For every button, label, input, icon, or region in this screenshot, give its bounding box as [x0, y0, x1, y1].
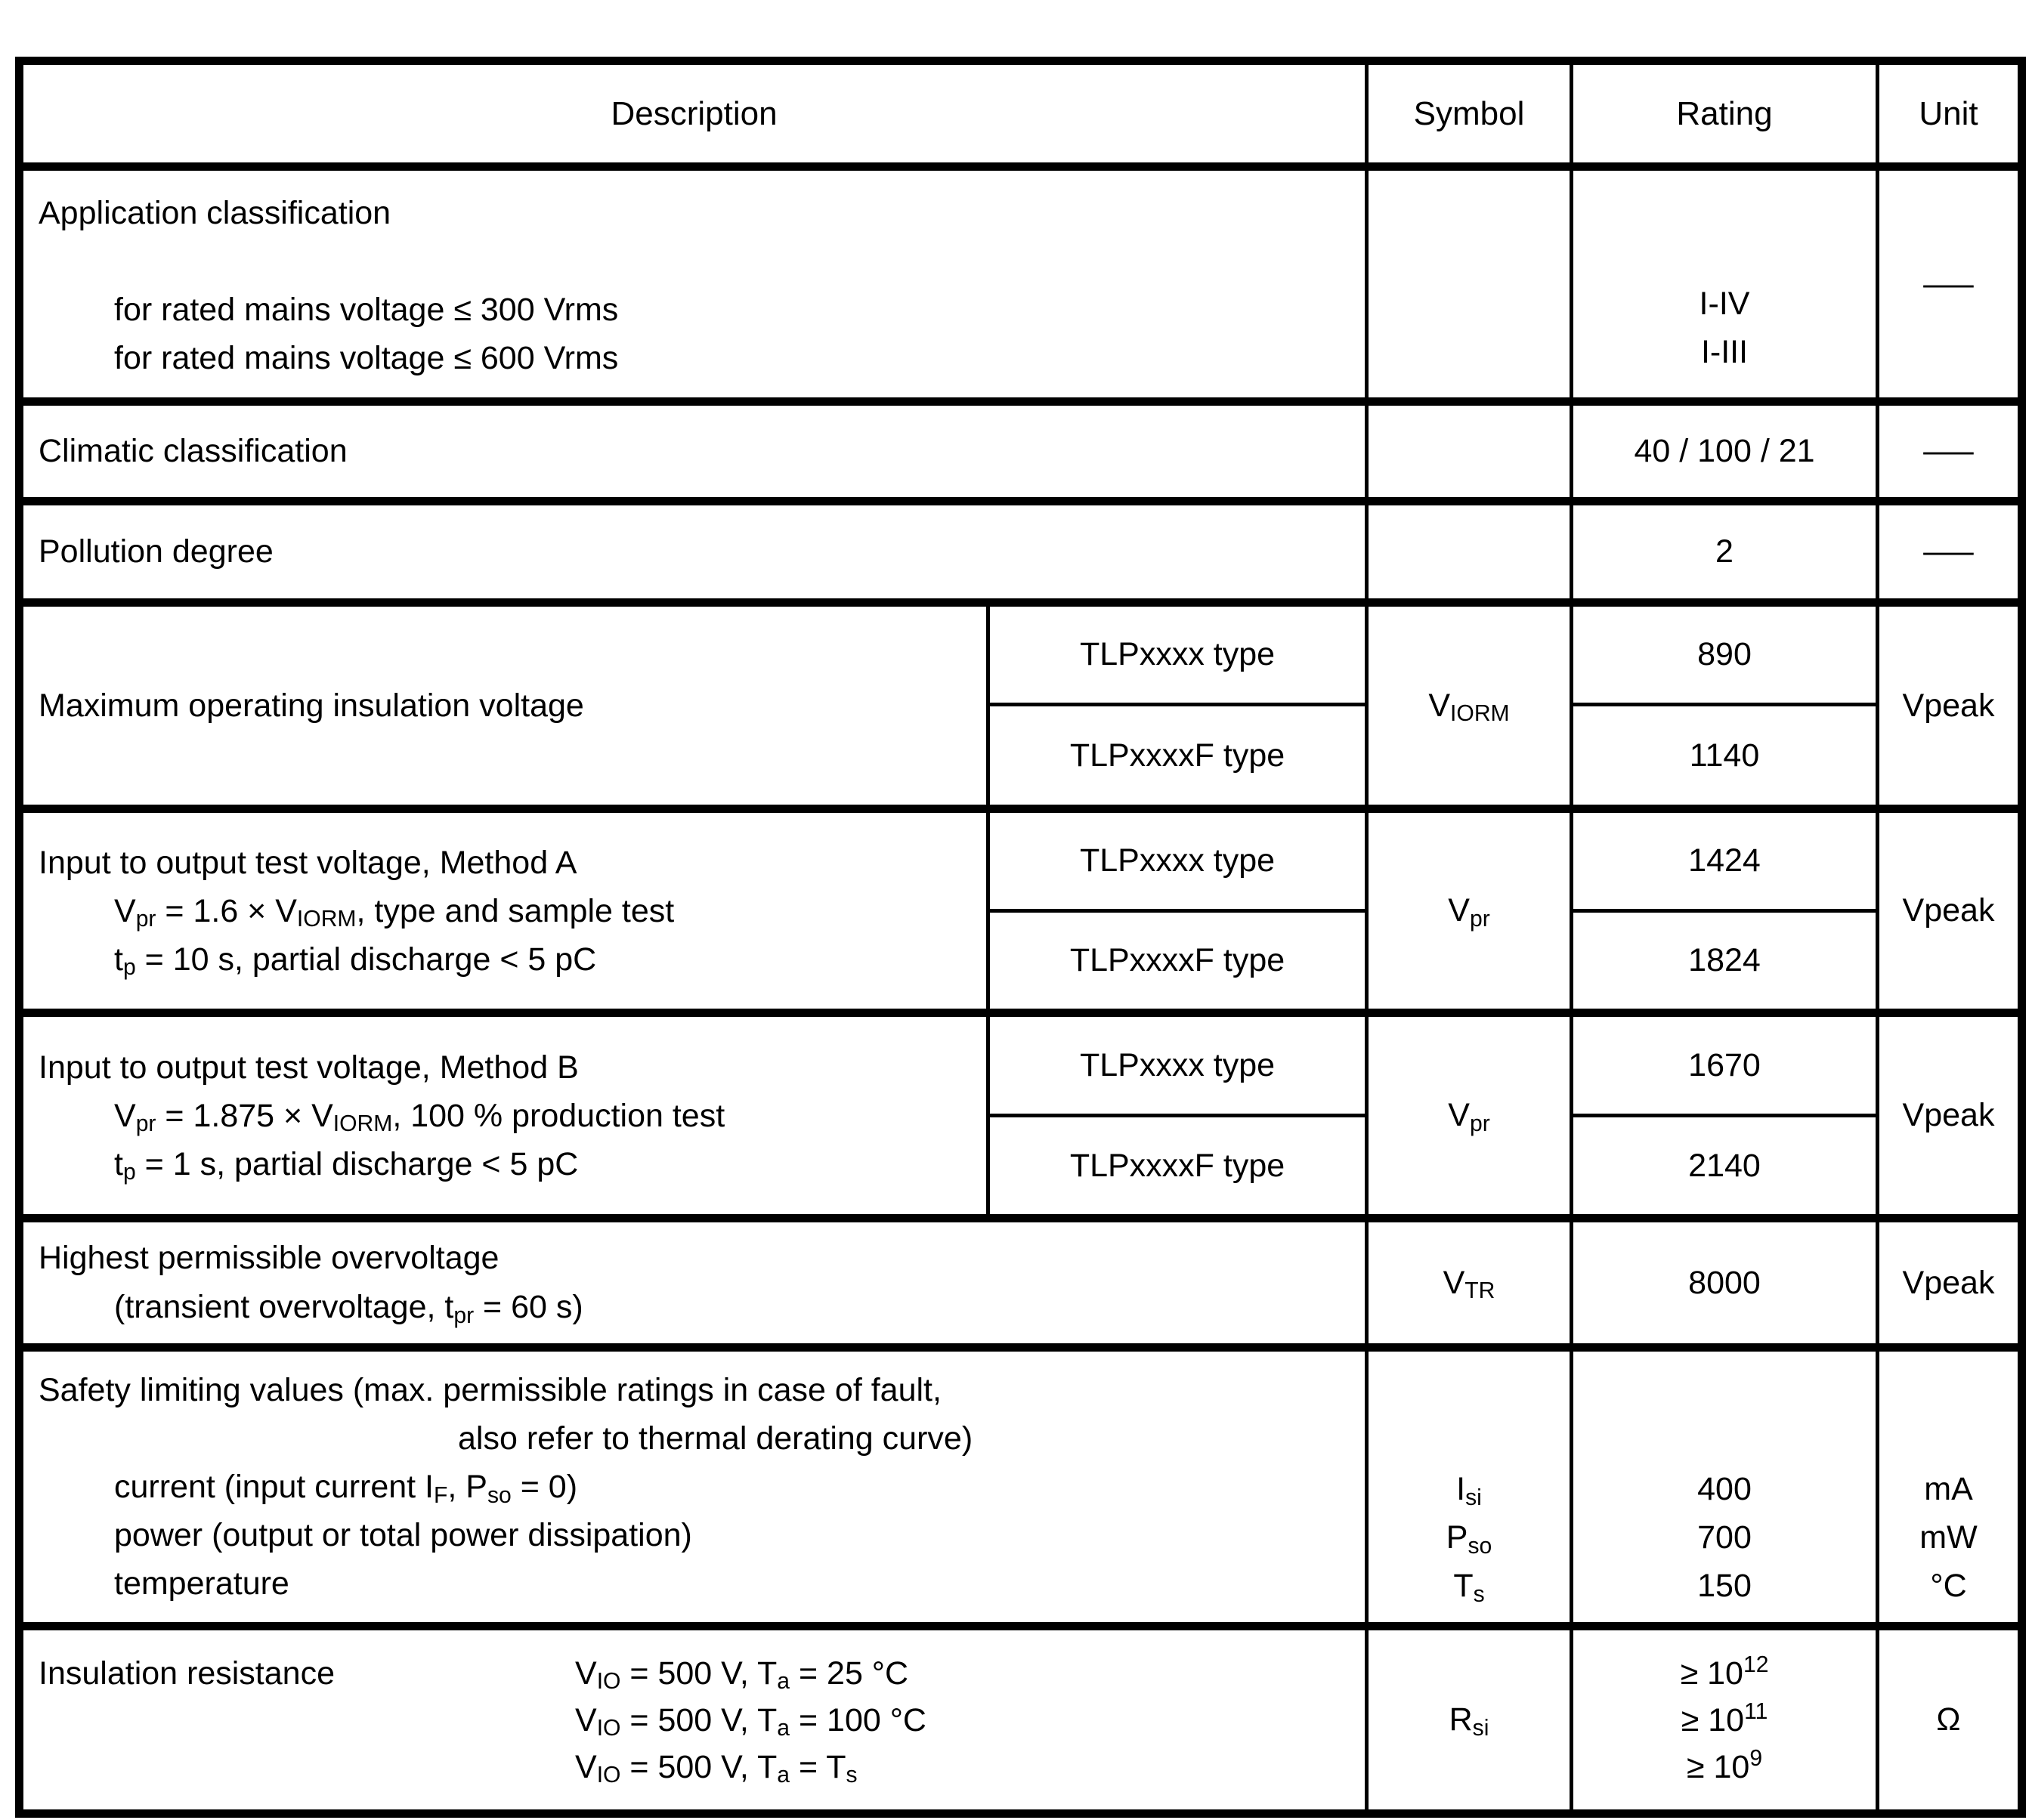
safety-rating-power: 700 [1697, 1519, 1752, 1556]
insulation-resistance-rating-cell [1572, 1627, 1878, 1814]
row-overvoltage [20, 1219, 2022, 1348]
safety-rating-current: 400 [1697, 1471, 1752, 1507]
application-rating-cell [1572, 167, 1878, 402]
row-test-voltage-method-a [20, 809, 2022, 911]
table-header-row [20, 61, 2022, 167]
insulation-voltage-symbol: $V_{IORM}$ [1367, 603, 1572, 809]
overvoltage-description-cell [20, 1219, 1367, 1348]
test-voltage-a-title: Input to output test voltage, Method A [39, 844, 577, 881]
test-voltage-b-title: Input to output test voltage, Method B [39, 1049, 579, 1086]
insulation-resistance-cond-25c: $V_{IO} = 500$ V, $T_a = 25$ °C [575, 1655, 909, 1695]
spacer [39, 237, 1357, 286]
application-line-300vrms: for rated mains voltage ≤ 300 Vrms [114, 292, 619, 328]
row-pollution-degree [20, 502, 2022, 603]
safety-item-current: current (input current $I_F$, $P_{so} = 0$) [114, 1469, 578, 1508]
safety-rating-cell [1572, 1348, 1878, 1627]
test-voltage-b-unit: Vpeak [1878, 1013, 2022, 1219]
safety-title-1: Safety limiting values (max. permissible ratings in case of fault, [39, 1372, 942, 1408]
test-voltage-b-rating1: 1670 [1572, 1013, 1878, 1116]
test-voltage-b-type1: TLPxxxx type [988, 1013, 1367, 1116]
row-safety-limiting-values [20, 1348, 2022, 1627]
safety-symbol-ts: $T_s$ [1453, 1568, 1485, 1607]
test-voltage-a-description-cell [20, 809, 988, 1013]
insulation-resistance-unit: Ω [1878, 1627, 2022, 1814]
application-rating-1: I-IV [1699, 286, 1750, 322]
insulation-resistance-rating-3: ≥ $10^9$ [1686, 1746, 1763, 1785]
column-header-symbol: Symbol [1367, 61, 1572, 167]
climatic-rating: 40 / 100 / 21 [1572, 402, 1878, 502]
climatic-symbol-cell [1367, 402, 1572, 502]
column-header-rating: Rating [1572, 61, 1878, 167]
insulation-resistance-conditions [575, 1650, 926, 1791]
test-voltage-a-cond1: $V_{pr} = 1.6 \times V_{IORM}$, type and sample test [114, 892, 675, 932]
insulation-resistance-cond-ts: $V_{IO} = 500$ V, $T_a = T_s$ [575, 1748, 858, 1788]
test-voltage-b-type2: TLPxxxxF type [988, 1116, 1367, 1219]
pollution-unit-cell [1878, 502, 2022, 603]
application-description-cell [20, 167, 1367, 402]
insulation-resistance-description-cell [20, 1627, 1367, 1814]
overvoltage-symbol: $V_{TR}$ [1367, 1219, 1572, 1348]
insulation-voltage-type1: TLPxxxx type [988, 603, 1367, 705]
safety-unit-degc: °C [1930, 1568, 1967, 1604]
insulation-resistance-rating-1: ≥ $10^{12}$ [1680, 1652, 1769, 1692]
safety-symbol-isi: $I_{si}$ [1456, 1471, 1482, 1510]
climatic-unit-dash: — [1923, 433, 1974, 469]
overvoltage-rating: 8000 [1572, 1219, 1878, 1348]
application-symbol-cell [1367, 167, 1572, 402]
test-voltage-b-cond1: $V_{pr} = 1.875 \times V_{IORM}$, 100 % production test [114, 1097, 725, 1137]
insulation-voltage-rating2: 1140 [1572, 705, 1878, 809]
pollution-unit-dash: — [1923, 533, 1974, 570]
application-title: Application classification [39, 195, 391, 231]
insulation-voltage-unit: Vpeak [1878, 603, 2022, 809]
overvoltage-cond: (transient overvoltage, $t_{pr} = 60$ s) [114, 1289, 583, 1328]
application-line-600vrms: for rated mains voltage ≤ 600 Vrms [114, 340, 619, 376]
column-header-unit: Unit [1878, 61, 2022, 167]
climatic-title: Climatic classification [20, 402, 1367, 502]
safety-item-power: power (output or total power dissipation) [114, 1517, 692, 1553]
safety-unit-ma: mA [1924, 1471, 1973, 1507]
pollution-title: Pollution degree [20, 502, 1367, 603]
test-voltage-a-rating1: 1424 [1572, 809, 1878, 911]
test-voltage-b-description-cell [20, 1013, 988, 1219]
insulation-resistance-symbol: $R_{si}$ [1367, 1627, 1572, 1814]
insulation-resistance-title: Insulation resistance [39, 1655, 335, 1692]
test-voltage-a-type1: TLPxxxx type [988, 809, 1367, 911]
safety-symbol-pso: $P_{so}$ [1446, 1519, 1492, 1559]
row-insulation-voltage [20, 603, 2022, 705]
insulation-resistance-cond-100c: $V_{IO} = 500$ V, $T_a = 100$ °C [575, 1701, 926, 1741]
test-voltage-a-rating2: 1824 [1572, 911, 1878, 1013]
test-voltage-b-symbol: $V_{pr}$ [1367, 1013, 1572, 1219]
insulation-voltage-type2: TLPxxxxF type [988, 705, 1367, 809]
test-voltage-b-cond2: $t_p = 1$ s, partial discharge < 5 pC [114, 1145, 579, 1185]
safety-item-temperature: temperature [114, 1565, 289, 1602]
row-test-voltage-method-b [20, 1013, 2022, 1116]
insulation-voltage-rating1: 890 [1572, 603, 1878, 705]
row-insulation-resistance [20, 1627, 2022, 1814]
safety-unit-cell [1878, 1348, 2022, 1627]
application-rating-2: I-III [1700, 334, 1749, 370]
column-header-description: Description [20, 61, 1367, 167]
safety-description-cell [20, 1348, 1367, 1627]
pollution-symbol-cell [1367, 502, 1572, 603]
application-unit-dash: — [1923, 265, 1974, 302]
test-voltage-a-type2: TLPxxxxF type [988, 911, 1367, 1013]
row-application-classification [20, 167, 2022, 402]
row-climatic-classification [20, 402, 2022, 502]
application-unit-cell [1878, 167, 2022, 402]
safety-symbol-cell [1367, 1348, 1572, 1627]
safety-rating-temperature: 150 [1697, 1568, 1752, 1604]
safety-unit-mw: mW [1919, 1519, 1978, 1556]
test-voltage-a-unit: Vpeak [1878, 809, 2022, 1013]
pollution-rating: 2 [1572, 502, 1878, 603]
overvoltage-unit: Vpeak [1878, 1219, 2022, 1348]
insulation-resistance-rating-2: ≥ $10^{11}$ [1681, 1699, 1768, 1738]
climatic-unit-cell [1878, 402, 2022, 502]
test-voltage-a-cond2: $t_p = 10$ s, partial discharge < 5 pC [114, 941, 597, 981]
insulation-resistance-wrap [39, 1650, 1357, 1791]
overvoltage-title: Highest permissible overvoltage [39, 1240, 499, 1276]
test-voltage-a-symbol: $V_{pr}$ [1367, 809, 1572, 1013]
insulation-voltage-title: Maximum operating insulation voltage [20, 603, 988, 809]
ratings-table [15, 57, 2026, 1818]
test-voltage-b-rating2: 2140 [1572, 1116, 1878, 1219]
safety-title-2: also refer to thermal derating curve) [458, 1420, 973, 1457]
